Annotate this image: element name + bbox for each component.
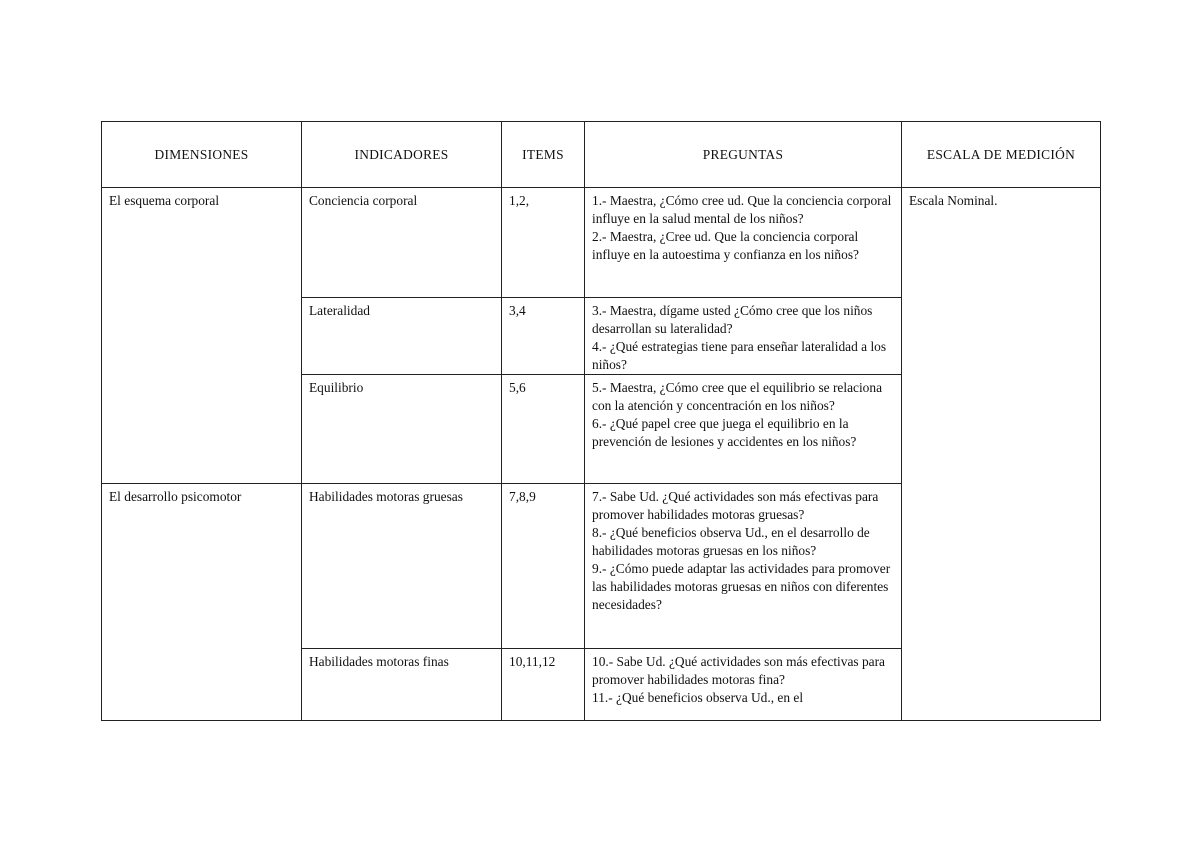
- question: 7.- Sabe Ud. ¿Qué actividades son más efectivas para promover habilidades motoras gruesas?: [592, 489, 879, 522]
- dimension-cell: El desarrollo psicomotor: [102, 484, 302, 721]
- questions-cell: [585, 649, 902, 721]
- header-preguntas: PREGUNTAS: [585, 122, 902, 188]
- header-row: [102, 122, 1101, 188]
- operationalization-table: [101, 121, 1101, 721]
- question: 11.- ¿Qué beneficios observa Ud., en el: [592, 690, 804, 705]
- header-dimensiones: DIMENSIONES: [102, 122, 302, 188]
- question: 5.- Maestra, ¿Cómo cree que el equilibrio se relaciona con la atención y concentración en los niños?: [592, 380, 883, 413]
- items-cell: 5,6: [502, 375, 585, 484]
- indicator-cell: Habilidades motoras gruesas: [302, 484, 502, 649]
- indicator-cell: Lateralidad: [302, 298, 502, 375]
- questions-cell: [585, 188, 902, 298]
- question: 8.- ¿Qué beneficios observa Ud., en el desarrollo de habilidades motoras gruesas en los niños?: [592, 525, 870, 558]
- dimension-cell: El esquema corporal: [102, 188, 302, 484]
- question: 2.- Maestra, ¿Cree ud. Que la conciencia corporal influye en la autoestima y confianza en los niños?: [592, 229, 859, 262]
- header-items: ITEMS: [502, 122, 585, 188]
- items-cell: 10,11,12: [502, 649, 585, 721]
- question: 10.- Sabe Ud. ¿Qué actividades son más efectivas para promover habilidades motoras fina?: [592, 654, 885, 687]
- questions-cell: [585, 484, 902, 649]
- questions-cell: [585, 375, 902, 484]
- question: 3.- Maestra, dígame usted ¿Cómo cree que los niños desarrollan su lateralidad?: [592, 303, 873, 336]
- scale-cell: Escala Nominal.: [902, 188, 1101, 721]
- questions-cell: [585, 298, 902, 375]
- indicator-cell: Conciencia corporal: [302, 188, 502, 298]
- question: 4.- ¿Qué estrategias tiene para enseñar lateralidad a los niños?: [592, 339, 887, 372]
- indicator-cell: Equilibrio: [302, 375, 502, 484]
- items-cell: 7,8,9: [502, 484, 585, 649]
- header-indicadores: INDICADORES: [302, 122, 502, 188]
- table-row: [102, 188, 1101, 298]
- header-escala: ESCALA DE MEDICIÓN: [902, 122, 1101, 188]
- question: 9.- ¿Cómo puede adaptar las actividades para promover las habilidades motoras gruesas en niños con diferentes necesidades?: [592, 561, 891, 612]
- items-cell: 1,2,: [502, 188, 585, 298]
- items-cell: 3,4: [502, 298, 585, 375]
- question: 6.- ¿Qué papel cree que juega el equilibrio en la prevención de lesiones y accidentes en los niños?: [592, 416, 857, 449]
- indicator-cell: Habilidades motoras finas: [302, 649, 502, 721]
- question: 1.- Maestra, ¿Cómo cree ud. Que la conciencia corporal influye en la salud mental de los niños?: [592, 193, 892, 226]
